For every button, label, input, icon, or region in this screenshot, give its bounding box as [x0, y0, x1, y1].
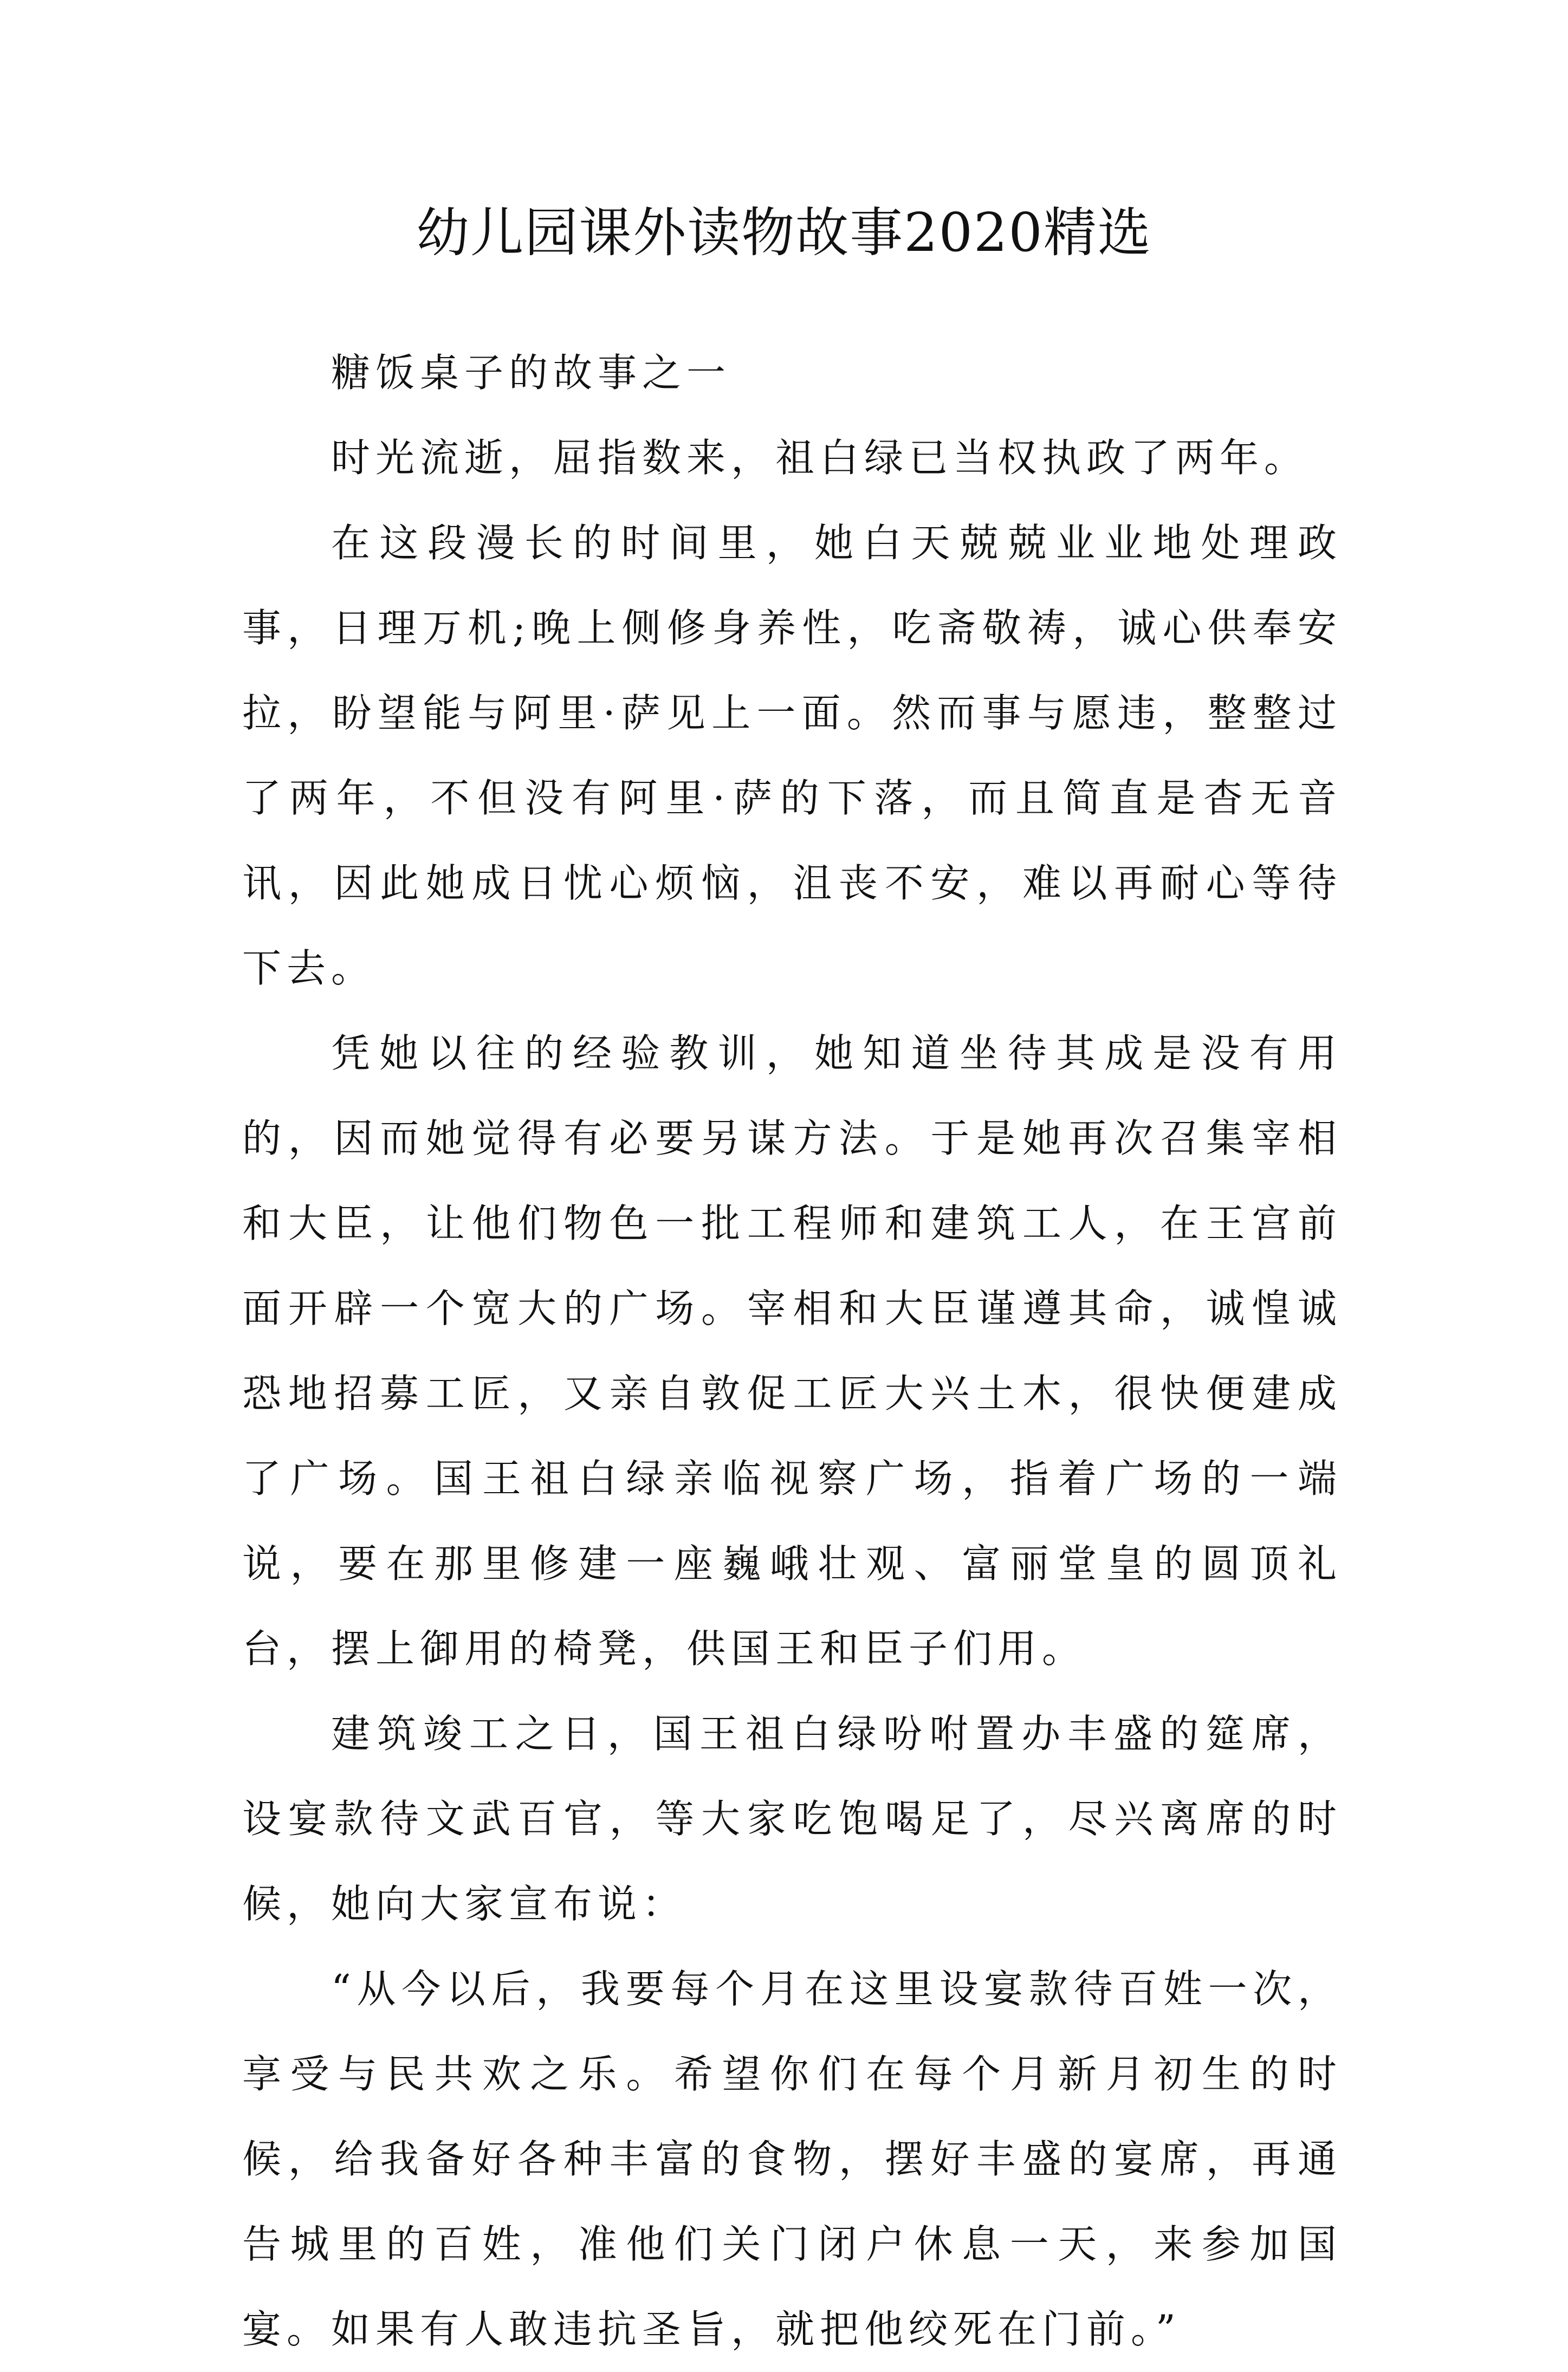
paragraph: 建筑竣工之日，国王祖白绿吩咐置办丰盛的筵席，设宴款待文武百官，等大家吃饱喝足了，尽兴离席的时候，她向大家宣布说：	[242, 1711, 1342, 1927]
document-body	[242, 330, 1342, 2372]
paragraph: “从今以后，我要每个月在这里设宴款待百姓一次，享受与民共欢之乐。希望你们在每个月新月初生的时候，给我备好各种丰富的食物，摆好丰盛的宴席，再通告城里的百姓，准他们关门闭户休息一天，来参加国宴。如果有人敢违抗圣旨，就把他绞死在门前。”	[242, 1966, 1342, 2352]
paragraph: 在这段漫长的时间里，她白天兢兢业业地处理政事，日理万机;晚上侧修身养性，吃斋敬祷，诚心供奉安拉，盼望能与阿里·萨见上一面。然而事与愿违，整整过了两年，不但没有阿里·萨的下落，而且简直是杳无音讯，因此她成日忧心烦恼，沮丧不安，难以再耐心等待下去。	[242, 520, 1342, 991]
paragraph: 时光流逝，屈指数来，祖白绿已当权执政了两年。	[331, 435, 1309, 481]
document-title: 幼儿园课外读物故事2020精选	[416, 202, 1152, 264]
paragraph: 凭她以往的经验教训，她知道坐待其成是没有用的，因而她觉得有必要另谋方法。于是她再次召集宰相和大臣，让他们物色一批工程师和建筑工人，在王宫前面开辟一个宽大的广场。宰相和大臣谨遵其命，诚惶诚恐地招募工匠，又亲自敦促工匠大兴土木，很快便建成了广场。国王祖白绿亲临视察广场，指着广场的一端说，要在那里修建一座巍峨壮观、富丽堂皇的圆顶礼台，摆上御用的椅凳，供国王和臣子们用。	[242, 1031, 1342, 1671]
paragraph-subtitle: 糖饭桌子的故事之一	[331, 350, 731, 396]
